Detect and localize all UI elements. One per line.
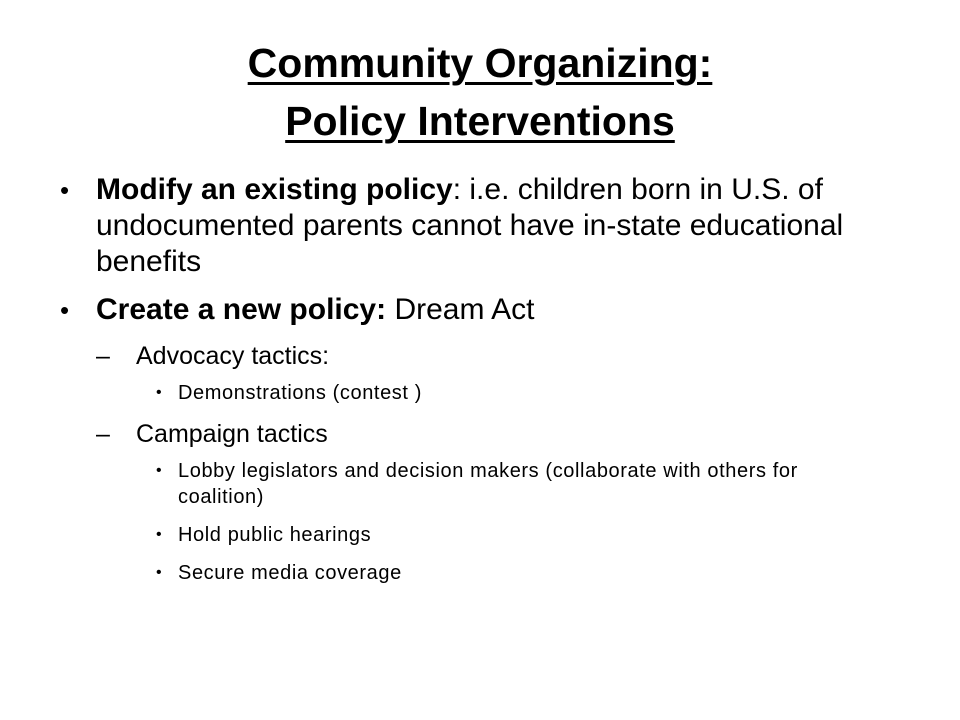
sub-sub-item-text: Secure media coverage: [178, 562, 402, 584]
sub-sub-item-text: Demonstrations (contest ): [178, 382, 422, 404]
sub-sub-item-text: Hold public hearings: [178, 524, 372, 546]
bullet-dot: •: [156, 526, 163, 543]
bullet-dot: •: [60, 175, 70, 205]
bullet-bold-text: Modify an existing policy: [96, 173, 453, 206]
sub-sub-item-public-hearings: [60, 522, 860, 548]
dash-marker: –: [96, 342, 110, 370]
bullet-modify-policy: [60, 172, 860, 280]
sub-item-campaign-tactics: [60, 418, 860, 450]
sub-item-label: Campaign tactics: [136, 420, 328, 448]
sub-item-advocacy-tactics: [60, 340, 860, 372]
bullet-text: : i.e. children born in U.S. of undocumented parents cannot have in-state educational benefits: [96, 173, 844, 278]
sub-sub-item-media-coverage: [60, 560, 860, 586]
sub-sub-item-lobby-legislators: [60, 458, 860, 510]
dash-marker: –: [96, 420, 110, 448]
bullet-bold-text: Create a new policy:: [96, 293, 387, 326]
slide-content: [60, 172, 860, 598]
title-line-1: Community Organizing:: [247, 40, 713, 86]
bullet-create-policy: [60, 292, 860, 328]
sub-sub-item-text: Lobby legislators and decision makers (collaborate with others for coalition): [178, 460, 798, 508]
bullet-dot: •: [156, 384, 163, 401]
bullet-dot: •: [60, 295, 70, 325]
sub-item-label: Advocacy tactics:: [136, 342, 330, 370]
bullet-dot: •: [156, 462, 163, 479]
sub-sub-item-demonstrations: [60, 380, 860, 406]
title-line-2: Policy Interventions: [285, 98, 675, 144]
slide-title: [60, 34, 900, 150]
bullet-text: Dream Act: [386, 293, 535, 326]
bullet-dot: •: [156, 564, 163, 581]
